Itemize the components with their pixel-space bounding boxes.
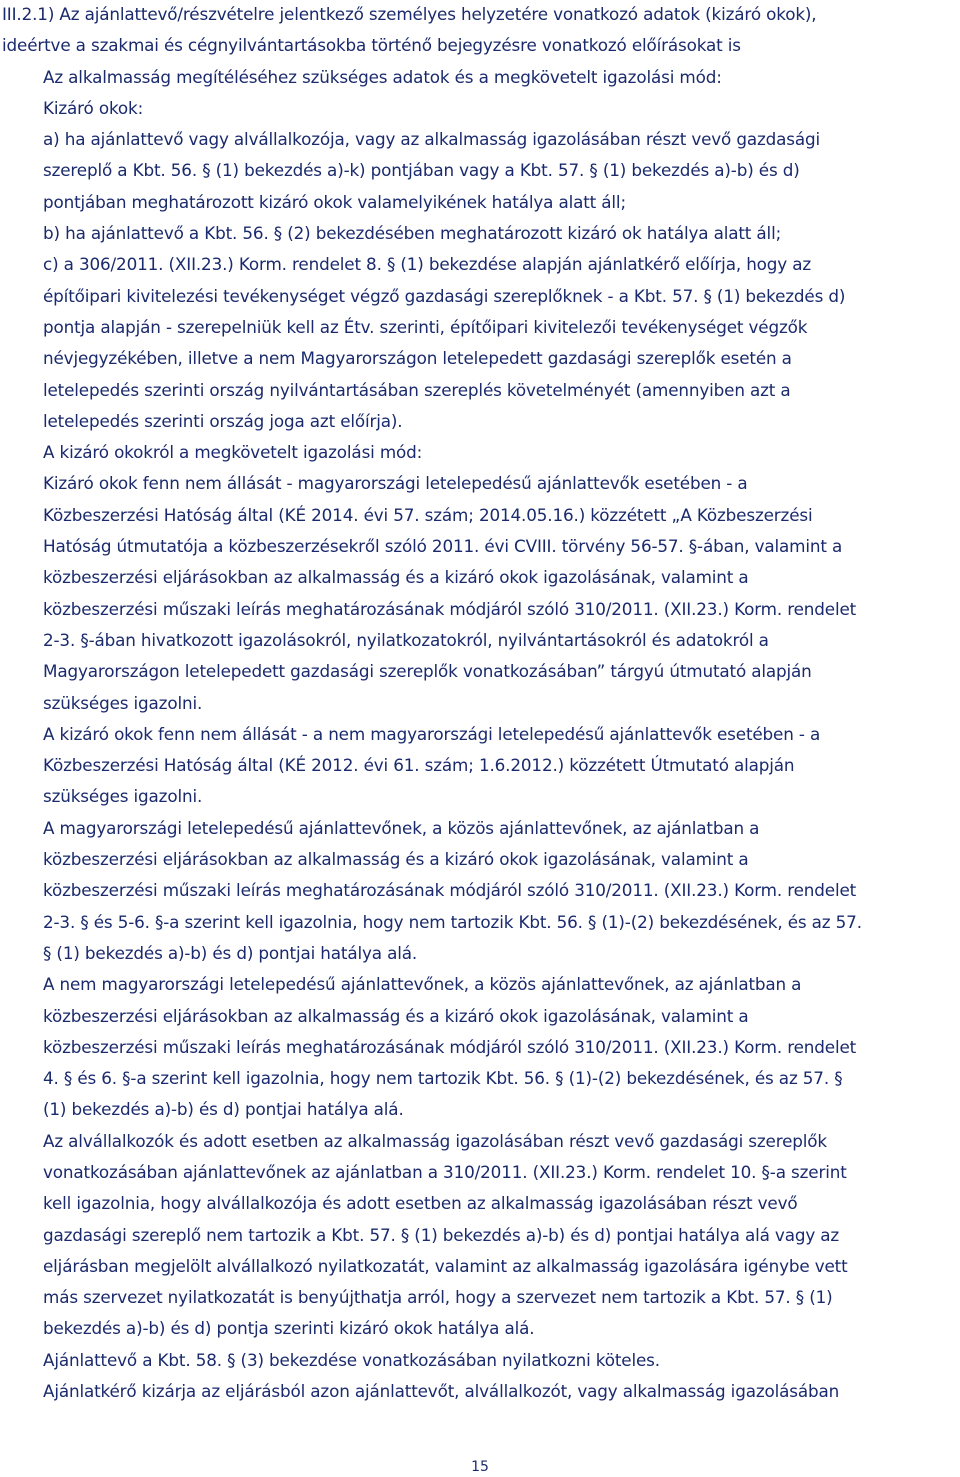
text-line: vonatkozásában ajánlattevőnek az ajánlatban a 310/2011. (XII.23.) Korm. rendelet 10. §-a szerint (43, 1161, 847, 1182)
text-line: § (1) bekezdés a)-b) és d) pontjai hatálya alá. (43, 942, 418, 963)
text-line: eljárásban megjelölt alvállalkozó nyilatkozatát, valamint az alkalmasság igazolására igénybe vett (43, 1255, 848, 1276)
text-line: a) ha ajánlattevő vagy alvállalkozója, vagy az alkalmasság igazolásában részt vevő gazdasági (43, 129, 821, 150)
text-line: Közbeszerzési Hatóság által (KÉ 2014. évi 57. szám; 2014.05.16.) közzétett „A Közbeszerzési (43, 504, 813, 525)
text-line: közbeszerzési műszaki leírás meghatározásának módjáról szóló 310/2011. (XII.23.) Korm. rendelet (43, 1036, 857, 1057)
text-line: Közbeszerzési Hatóság által (KÉ 2012. évi 61. szám; 1.6.2012.) közzétett Útmutató alapján (43, 755, 795, 776)
text-line: Kizáró okok fenn nem állását - magyarországi letelepedésű ajánlattevők esetében - a (43, 473, 748, 494)
page-number: 15 (471, 1459, 489, 1475)
text-line: pontja alapján - szerepelniük kell az Étv. szerinti, építőipari kivitelezői tevékenységet végzők (43, 316, 808, 337)
text-line: közbeszerzési eljárásokban az alkalmasság és a kizáró okok igazolásának, valamint a (43, 567, 749, 588)
text-line: A kizáró okokról a megkövetelt igazolási mód: (43, 442, 423, 463)
text-line: letelepedés szerinti ország nyilvántartásában szereplés követelményét (amennyiben azt a (43, 379, 791, 400)
header-line: ideértve a szakmai és cégnyilvántartásokba történő bejegyzésre vonatkozó előírásokat is (2, 35, 741, 56)
text-line: (1) bekezdés a)-b) és d) pontjai hatálya alá. (43, 1099, 404, 1120)
text-line: Hatóság útmutatója a közbeszerzésekről szóló 2011. évi CVIII. törvény 56-57. §-ában, valamint a (43, 536, 843, 557)
text-line: letelepedés szerinti ország joga azt előírja). (43, 410, 403, 431)
text-line: más szervezet nyilatkozatát is benyújthatja arról, hogy a szervezet nem tartozik a Kbt. 57. § (1) (43, 1287, 833, 1308)
text-line: kell igazolnia, hogy alvállalkozója és adott esetben az alkalmasság igazolásában részt vevő (43, 1193, 798, 1214)
text-line: Az alvállalkozók és adott esetben az alkalmasság igazolásában részt vevő gazdasági szereplők (43, 1130, 827, 1151)
text-line: gazdasági szereplő nem tartozik a Kbt. 57. § (1) bekezdés a)-b) és d) pontjai hatálya alá vagy az (43, 1224, 840, 1245)
text-line: Az alkalmasság megítéléséhez szükséges adatok és a megkövetelt igazolási mód: (43, 66, 722, 87)
text-line: 2-3. §-ában hivatkozott igazolásokról, nyilatkozatokról, nyilvántartásokról és adatokról a (43, 629, 769, 650)
header-line: III.2.1) Az ajánlattevő/részvételre jelentkező személyes helyzetére vonatkozó adatok (kizáró okok), (2, 4, 817, 24)
text-line: 4. § és 6. §-a szerint kell igazolnia, hogy nem tartozik Kbt. 56. § (1)-(2) bekezdésének, és az 57. § (43, 1068, 843, 1089)
text-line: 2-3. § és 5-6. §-a szerint kell igazolnia, hogy nem tartozik Kbt. 56. § (1)-(2) bekezdésének, és az 57. (43, 911, 862, 932)
text-line: Ajánlatkérő kizárja az eljárásból azon ajánlattevőt, alvállalkozót, vagy alkalmasság igazolásában (43, 1381, 840, 1402)
text-line: Ajánlattevő a Kbt. 58. § (3) bekezdése vonatkozásában nyilatkozni köteles. (43, 1349, 660, 1370)
text-line: építőipari kivitelezési tevékenységet végző gazdasági szereplőknek - a Kbt. 57. § (1) bekezdés d) (43, 285, 846, 306)
section-header (0, 0, 960, 62)
text-line: A kizáró okok fenn nem állását - a nem magyarországi letelepedésű ajánlattevők esetében - a (43, 723, 821, 744)
text-line: c) a 306/2011. (XII.23.) Korm. rendelet 8. § (1) bekezdése alapján ajánlatkérő előírja, hogy az (43, 254, 812, 275)
text-line: szereplő a Kbt. 56. § (1) bekezdés a)-k) pontjában vagy a Kbt. 57. § (1) bekezdés a)-b) és d) (43, 160, 800, 181)
text-line: pontjában meghatározott kizáró okok valamelyikének hatálya alatt áll; (43, 191, 626, 212)
text-line: közbeszerzési műszaki leírás meghatározásának módjáról szóló 310/2011. (XII.23.) Korm. rendelet (43, 880, 857, 901)
text-line: b) ha ajánlattevő a Kbt. 56. § (2) bekezdésében meghatározott kizáró ok hatálya alatt áll; (43, 223, 782, 244)
text-line: közbeszerzési eljárásokban az alkalmasság és a kizáró okok igazolásának, valamint a (43, 1005, 749, 1026)
text-line: szükséges igazolni. (43, 692, 203, 713)
text-line: A magyarországi letelepedésű ajánlattevőnek, a közös ajánlattevőnek, az ajánlatban a (43, 817, 760, 838)
text-line: közbeszerzési eljárásokban az alkalmasság és a kizáró okok igazolásának, valamint a (43, 849, 749, 870)
text-line: szükséges igazolni. (43, 786, 203, 807)
text-line: bekezdés a)-b) és d) pontja szerinti kizáró okok hatálya alá. (43, 1318, 535, 1339)
text-line: Kizáró okok: (43, 97, 144, 118)
text-line: Magyarországon letelepedett gazdasági szereplők vonatkozásában” tárgyú útmutató alapján (43, 661, 812, 682)
text-line: névjegyzékében, illetve a nem Magyarországon letelepedett gazdasági szereplők esetén a (43, 348, 792, 369)
text-line: közbeszerzési műszaki leírás meghatározásának módjáról szóló 310/2011. (XII.23.) Korm. rendelet (43, 598, 857, 619)
body-text (0, 62, 960, 1408)
text-line: A nem magyarországi letelepedésű ajánlattevőnek, a közös ajánlattevőnek, az ajánlatban a (43, 974, 802, 995)
